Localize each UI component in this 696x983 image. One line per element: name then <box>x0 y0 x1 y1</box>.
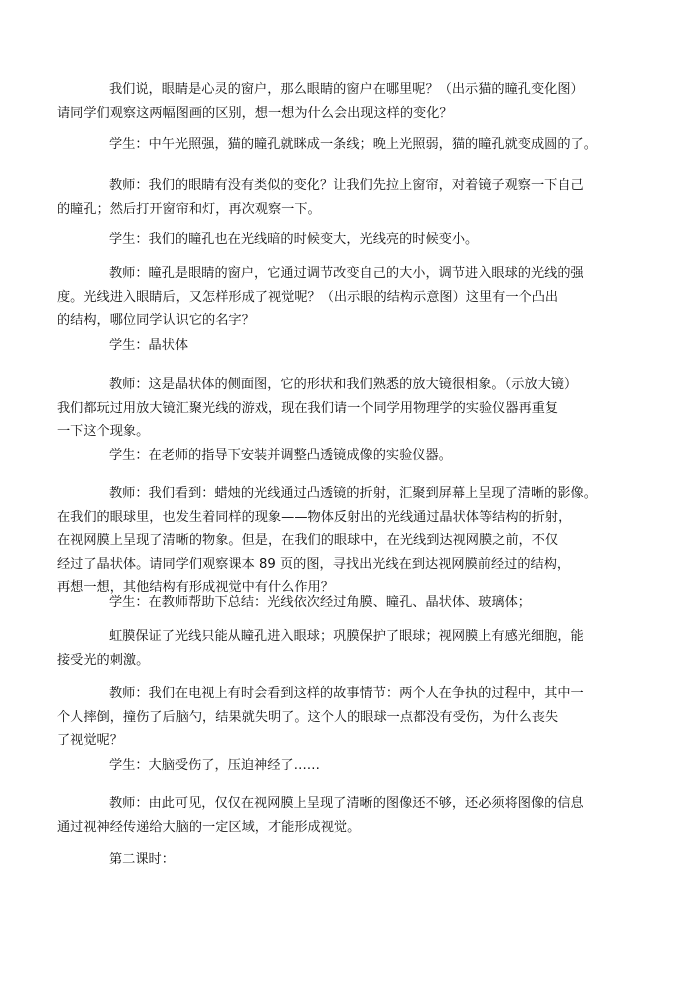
paragraph-iris-sclera-retina <box>57 625 623 672</box>
paragraph-teacher-mirror <box>57 174 623 221</box>
paragraph-line: 第二课时： <box>109 852 175 867</box>
paragraph-line: 学生：在教师帮助下总结：光线依次经过角膜、瞳孔、晶状体、玻璃体； <box>109 595 531 610</box>
paragraph-line: 教师：瞳孔是眼睛的窗户，它通过调节改变自己的大小，调节进入眼球的光线的强 <box>109 266 584 281</box>
paragraph-student-cat-pupil <box>83 133 623 157</box>
paragraph-teacher-brain-injury <box>57 682 623 753</box>
paragraph-line: 教师：由此可见，仅仅在视网膜上呈现了清晰的图像还不够，还必须将图像的信息 <box>109 796 584 811</box>
paragraph-teacher-refraction <box>57 482 623 600</box>
paragraph-line: 学生：晶状体 <box>109 338 189 353</box>
paragraph-student-lens <box>83 334 623 358</box>
paragraph-line: 经过了晶状体。请同学们观察课本 89 页的图，寻找出光线在到达视网膜前经过的结构， <box>57 556 571 572</box>
paragraph-teacher-conclusion <box>57 792 623 839</box>
paragraph-line: 教师：我们看到：蜡烛的光线通过凸透镜的折射，汇聚到屏幕上呈现了清晰的影像。 <box>109 486 597 501</box>
paragraph-teacher-eye-structure <box>57 262 623 333</box>
paragraph-student-experiment <box>83 444 623 468</box>
paragraph-line: 学生：在老师的指导下安装并调整凸透镜成像的实验仪器。 <box>109 448 452 463</box>
paragraph-line: 再想一想，其他结构有形成视觉中有什么作用？ <box>57 580 334 595</box>
paragraph-line: 个人摔倒，撞伤了后脑勺，结果就失明了。这个人的眼球一点都没有受伤，为什么丧失 <box>57 709 559 725</box>
paragraph-line: 学生：我们的瞳孔也在光线暗的时候变大，光线亮的时候变小。 <box>109 232 479 247</box>
paragraph-teacher-magnifier <box>57 373 623 444</box>
paragraph-line: 教师：这是晶状体的侧面图，它的形状和我们熟悉的放大镜很相象。（示放大镜） <box>109 377 578 392</box>
paragraph-intro-question <box>57 78 623 125</box>
paragraph-line: 虹膜保证了光线只能从瞳孔进入眼球；巩膜保护了眼球；视网膜上有感光细胞，能 <box>109 629 584 644</box>
paragraph-line: 学生：大脑受伤了，压迫神经了…… <box>109 758 320 773</box>
paragraph-line: 在我们的眼球里，也发生着同样的现象——物体反射出的光线通过晶状体等结构的折射， <box>57 509 572 525</box>
paragraph-student-pupil-change <box>83 228 623 252</box>
paragraph-line: 接受光的刺激。 <box>57 652 150 668</box>
paragraph-line: 教师：我们在电视上有时会看到这样的故事情节：两个人在争执的过程中，其中一 <box>109 686 584 701</box>
paragraph-student-summary <box>83 591 623 615</box>
paragraph-line: 我们都玩过用放大镜汇聚光线的游戏，现在我们请一个同学用物理学的实验仪器再重复 <box>57 400 559 416</box>
section-heading-second-lesson <box>83 848 623 872</box>
paragraph-line: 的瞳孔；然后打开窗帘和灯，再次观察一下。 <box>57 201 321 217</box>
paragraph-line: 一下这个现象。 <box>57 424 150 439</box>
paragraph-line: 学生：中午光照强，猫的瞳孔就眯成一条线；晚上光照弱，猫的瞳孔就变成圆的了。 <box>109 137 597 152</box>
paragraph-line: 通过视神经传递给大脑的一定区域，才能形成视觉。 <box>57 819 361 835</box>
paragraph-student-brain <box>83 754 623 778</box>
paragraph-line: 的结构，哪位同学认识它的名字？ <box>57 313 255 328</box>
paragraph-line: 了视觉呢？ <box>57 733 123 748</box>
paragraph-line: 在视网膜上呈现了清晰的物象。但是，在我们的眼球中，在光线到达视网膜之前，不仅 <box>57 533 559 548</box>
paragraph-line: 请同学们观察这两幅图画的区别，想一想为什么会出现这样的变化？ <box>57 105 453 121</box>
paragraph-line: 我们说，眼睛是心灵的窗户，那么眼睛的窗户在哪里呢？（出示猫的瞳孔变化图） <box>109 82 584 97</box>
paragraph-line: 度。光线进入眼睛后，又怎样形成了视觉呢？（出示眼的结构示意图）这里有一个凸出 <box>57 289 559 305</box>
paragraph-line: 教师：我们的眼睛有没有类似的变化？让我们先拉上窗帘，对着镜子观察一下自己 <box>109 178 584 193</box>
